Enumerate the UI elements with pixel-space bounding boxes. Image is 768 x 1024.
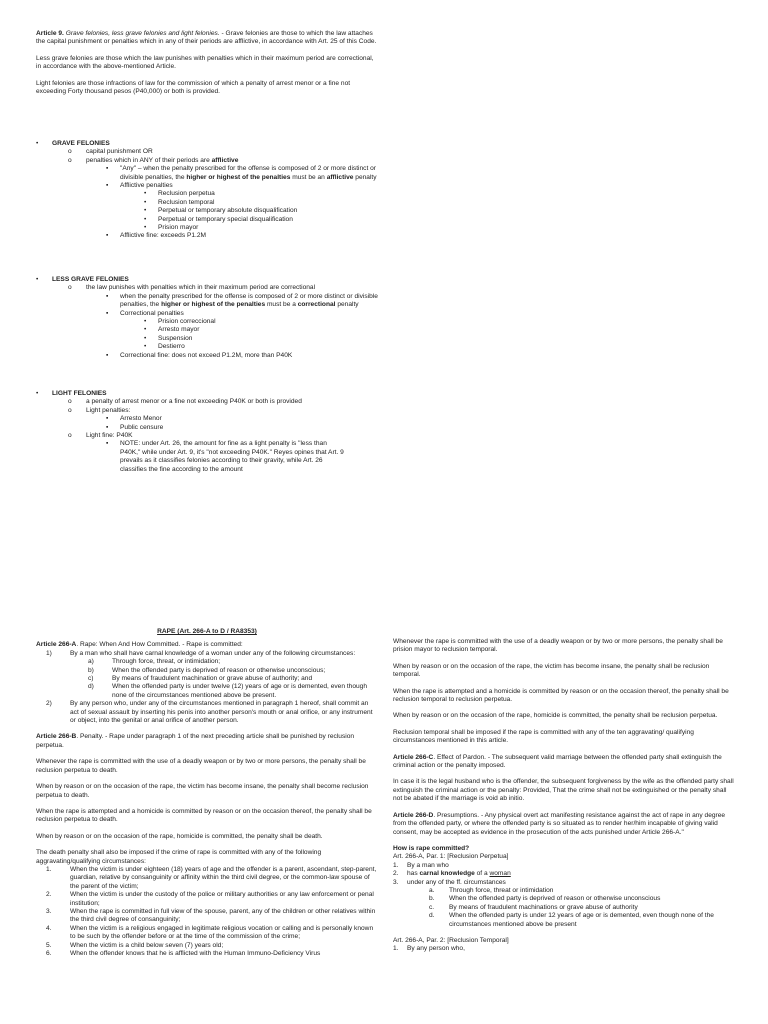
list-item: 1. By any person who,	[393, 945, 465, 953]
par2-heading: Art. 266-A, Par. 2: [Reclusion Temporal]	[393, 936, 509, 944]
rape-right-column	[393, 638, 735, 954]
circle-bullet-icon: o	[68, 398, 72, 406]
par1-heading: Art. 266-A, Par. 1: [Reclusion Perpetua]	[393, 853, 509, 861]
less-grave-heading-row	[36, 276, 378, 284]
list-item: 3. under any of the ff. circumstances	[393, 878, 506, 886]
bullet-icon: •	[36, 276, 39, 283]
grave-item-1: o capital punishment OR	[68, 148, 153, 156]
list-item: 2. When the victim is under the custody of the police or military authorities or any law enforcement or penal institution;	[46, 891, 374, 907]
paragraph: When by reason or on the occasion of the rape, homicide is committed, the penalty shall be death.	[36, 832, 323, 840]
list-item: • Arresto mayor	[144, 326, 200, 334]
correctional-penalties-label: ▪ Correctional penalties	[106, 309, 184, 317]
list-item: • Suspension	[144, 334, 193, 342]
list-item: ▪ Public censure	[106, 423, 164, 431]
bullet-icon: •	[144, 318, 147, 326]
circle-bullet-icon: o	[68, 432, 72, 440]
paragraph: Whenever the rape is committed with the use of a deadly weapon or by two or more persons, the penalty shall be prision mayor to reclusion temporal.	[393, 638, 723, 654]
paragraph: When by reason or on the occasion of the rape, homicide is committed, the penalty shall be reclusion perpetua.	[393, 712, 718, 720]
bullet-icon: •	[144, 198, 147, 206]
circle-bullet-icon: o	[68, 156, 72, 164]
less-grave-felonies-section	[36, 276, 378, 360]
afflictive-fine: ▪ Afflictive fine: exceeds P1.2M	[106, 232, 207, 240]
paragraph: When the rape is attempted and a homicide is committed by reason or on the occasion thereof, the penalty shall be reclusion perpetua to death.	[36, 807, 372, 824]
list-item: 6. When the offender knows that he is afflicted with the Human Immuno-Deficiency Virus	[46, 950, 321, 957]
list-item: a) Through force, threat, or intimidation;	[88, 658, 221, 666]
grave-item-2: o penalties which in ANY of their periods are afflictive	[68, 156, 239, 164]
list-item: 2) By any person who, under any of the circumstances mentioned in paragraph 1 hereof, shall commit an act of sexual assault by inserting his penis into another person's mouth or anal orifice, or any instrument or object, into the genital or anal orifice of another person.	[46, 700, 373, 725]
list-item: 3. When the rape is committed in full view of the spouse, parent, any of the children or other relatives within the third civil degree of consanguinity;	[46, 907, 376, 924]
square-bullet-icon: ▪	[106, 440, 109, 448]
list-item: • Perpetual or temporary special disqualification	[144, 215, 293, 223]
square-bullet-icon: ▪	[106, 292, 109, 300]
article-266d: Article 266-D. Presumptions. - Any physical overt act manifesting resistance against the act of rape in any degree from the offended party, or where the offended party is so situated as to render her/him incapable of giving valid consent, may be accepted as evidence in the prosecution of the acts punished under Article 266-A."	[393, 811, 726, 836]
light-felonies-definition: Light felonies are those infractions of law for the commission of which a penalty of arrest menor or a fine not exceeding Forty thousand pesos (P40,000) or both is provided.	[36, 79, 351, 96]
list-item: c. By means of fraudulent machinations or grave abuse of authority	[429, 903, 638, 911]
square-bullet-icon: ▪	[106, 415, 109, 423]
list-item: 4. When the victim is a religious engaged in legitimate religious vocation or calling and is personally known to be such by the offender before or at the time of the commission of the crime;	[46, 924, 374, 941]
article-9-text: - Grave felonies are those to which the law attaches the capital punishment or penalties which in any of their periods are afflictive, in accordance with Art. 25 of this Code.	[36, 30, 377, 46]
bullet-icon: •	[36, 390, 39, 397]
circle-bullet-icon: o	[68, 148, 72, 156]
article-266b-intro: Article 266-B. Penalty. - Rape under paragraph 1 of the next preceding article shall be punished by reclusion perpetua.	[36, 733, 355, 749]
light-felonies-section	[36, 390, 378, 474]
article-9-intro	[36, 30, 378, 47]
grave-felonies-section	[36, 140, 378, 241]
article-266c: Article 266-C. Effect of Pardon. - The subsequent valid marriage between the offended party shall extinguish the criminal action or the penalty imposed.	[393, 753, 722, 770]
rape-section-title: RAPE (Art. 266-A to D / RA8353)	[157, 628, 257, 635]
list-item: c) By means of fraudulent machination or grave abuse of authority; and	[88, 675, 313, 683]
less-grave-when-note: ▪ when the penalty prescribed for the offense is composed of 2 or more distinct or divisible penalties, the higher or highest of the penalties must be a correctional penalty	[106, 292, 378, 309]
bullet-icon: •	[144, 326, 147, 334]
rape-left-column	[36, 628, 378, 958]
how-committed-heading: How is rape committed?	[393, 844, 470, 852]
list-item: a. Through force, threat or intimidation	[429, 886, 554, 894]
list-item: d) When the offended party is under twelve (12) years of age or is demented, even though none of the circumstances mentioned above be present.	[88, 683, 367, 699]
less-grave-heading: LESS GRAVE FELONIES	[52, 276, 129, 283]
square-bullet-icon: ▪	[106, 232, 109, 240]
article-9-title: Grave felonies, less grave felonies and light felonies.	[65, 30, 220, 37]
square-bullet-icon: ▪	[106, 423, 109, 431]
light-item-1: o a penalty of arrest menor or a fine not exceeding P40K or both is provided	[68, 398, 302, 406]
list-item: b) When the offended party is deprived of reason or otherwise unconscious;	[88, 666, 326, 674]
square-bullet-icon: ▪	[106, 309, 109, 317]
bullet-icon: •	[144, 215, 147, 223]
light-fine-note: ▪ NOTE: under Art. 26, the amount for fine as a light penalty is "less than P40K," while under Art. 9, it's "not exceeding P40K." Reyes opines that Art. 9 prevails as it classifies felonies according to their gravity, while Art. 26 classifies the fine according to the amount	[106, 440, 344, 473]
bullet-icon: •	[144, 343, 147, 351]
list-item: d. When the offended party is under 12 years of age or is demented, even though none of the circumstances mentioned above be present	[429, 912, 714, 928]
list-item: ▪ Arresto Menor	[106, 415, 162, 423]
list-item: • Destierro	[144, 343, 185, 351]
paragraph: When by reason or on the occasion of the rape, the victim has become insane, the penalty shall be reclusion temporal.	[393, 662, 710, 679]
list-item: • Prision correccional	[144, 318, 216, 326]
circle-bullet-icon: o	[68, 406, 72, 414]
list-item: b. When the offended party is deprived of reason or otherwise unconscious	[429, 895, 661, 903]
light-heading: LIGHT FELONIES	[52, 390, 107, 397]
paragraph: When the rape is attempted and a homicide is committed by reason or on the occasion thereof, the penalty shall be reclusion temporal to reclusion perpetua.	[393, 687, 729, 704]
less-grave-item-1: o the law punishes with penalties which in their maximum period are correctional	[68, 284, 316, 292]
top-section	[36, 30, 378, 96]
list-item: • Reclusion temporal	[144, 198, 215, 206]
list-item: 1) By a man who shall have carnal knowledge of a woman under any of the following circumstances:	[46, 649, 356, 657]
paragraph: The death penalty shall also be imposed if the crime of rape is committed with any of the following aggravating/qualifying circumstances:	[36, 849, 322, 865]
square-bullet-icon: ▪	[106, 165, 109, 173]
bullet-icon: •	[144, 224, 147, 232]
article-266a-intro: Article 266-A. Rape: When And How Committed. - Rape is committed:	[36, 641, 243, 649]
paragraph: In case it is the legal husband who is the offender, the subsequent forgiveness by the wife as the offended party shall extinguish the criminal action or the penalty: Provided, That the crime shall not be extinguished or the penalty shall not be abated if the marriage is void ab initio.	[393, 778, 734, 803]
correctional-fine: ▪ Correctional fine: does not exceed P1.2M, more than P40K	[106, 351, 293, 359]
grave-any-note: ▪ "Any" – when the penalty prescribed for the offense is composed of 2 or more distinct or divisible penalties, the higher or highest of the penalties must be an afflictive penalty	[106, 165, 377, 181]
grave-heading: GRAVE FELONIES	[52, 140, 110, 147]
bullet-icon: •	[36, 140, 39, 147]
light-item-2: o Light penalties:	[68, 406, 131, 414]
list-item: 1. When the victim is under eighteen (18) years of age and the offender is a parent, ascendant, step-parent, guardian, relative by consanguinity or affinity within the third civil degree, or the common-law spouse of the parent of the victim;	[46, 865, 377, 890]
afflictive-penalties-label: ▪ Afflictive penalties	[106, 182, 173, 190]
less-grave-definition: Less grave felonies are those which the law punishes with penalties which in their maximum period are correctional, in accordance with the above-mentioned Article.	[36, 54, 374, 71]
list-item: • Reclusion perpetua	[144, 190, 215, 198]
grave-heading-row	[36, 140, 378, 148]
article-9-label: Article 9.	[36, 30, 64, 37]
paragraph: Reclusion temporal shall be imposed if the rape is committed with any of the ten aggravating/ qualifying circumstances mentioned in this article.	[393, 728, 694, 745]
square-bullet-icon: ▪	[106, 351, 109, 359]
light-heading-row	[36, 390, 378, 398]
list-item: 1. By a man who	[393, 861, 449, 869]
list-item: 5. When the victim is a child below seven (7) years old;	[46, 941, 224, 949]
paragraph: Whenever the rape is committed with the use of a deadly weapon or by two or more persons, the penalty shall be reclusion perpetua to death.	[36, 758, 366, 774]
circle-bullet-icon: o	[68, 284, 72, 292]
light-item-3: o Light fine: P40K	[68, 432, 133, 440]
bullet-icon: •	[144, 190, 147, 198]
paragraph: When by reason or on the occasion of the rape, the victim has become insane, the penalty shall become reclusion perpetua to death.	[36, 783, 369, 799]
list-item: 2. has carnal knowledge of a woman	[393, 870, 511, 878]
bullet-icon: •	[144, 334, 147, 342]
square-bullet-icon: ▪	[106, 182, 109, 190]
list-item: • Perpetual or temporary absolute disqualification	[144, 207, 298, 215]
list-item: • Prision mayor	[144, 224, 199, 232]
bullet-icon: •	[144, 207, 147, 215]
